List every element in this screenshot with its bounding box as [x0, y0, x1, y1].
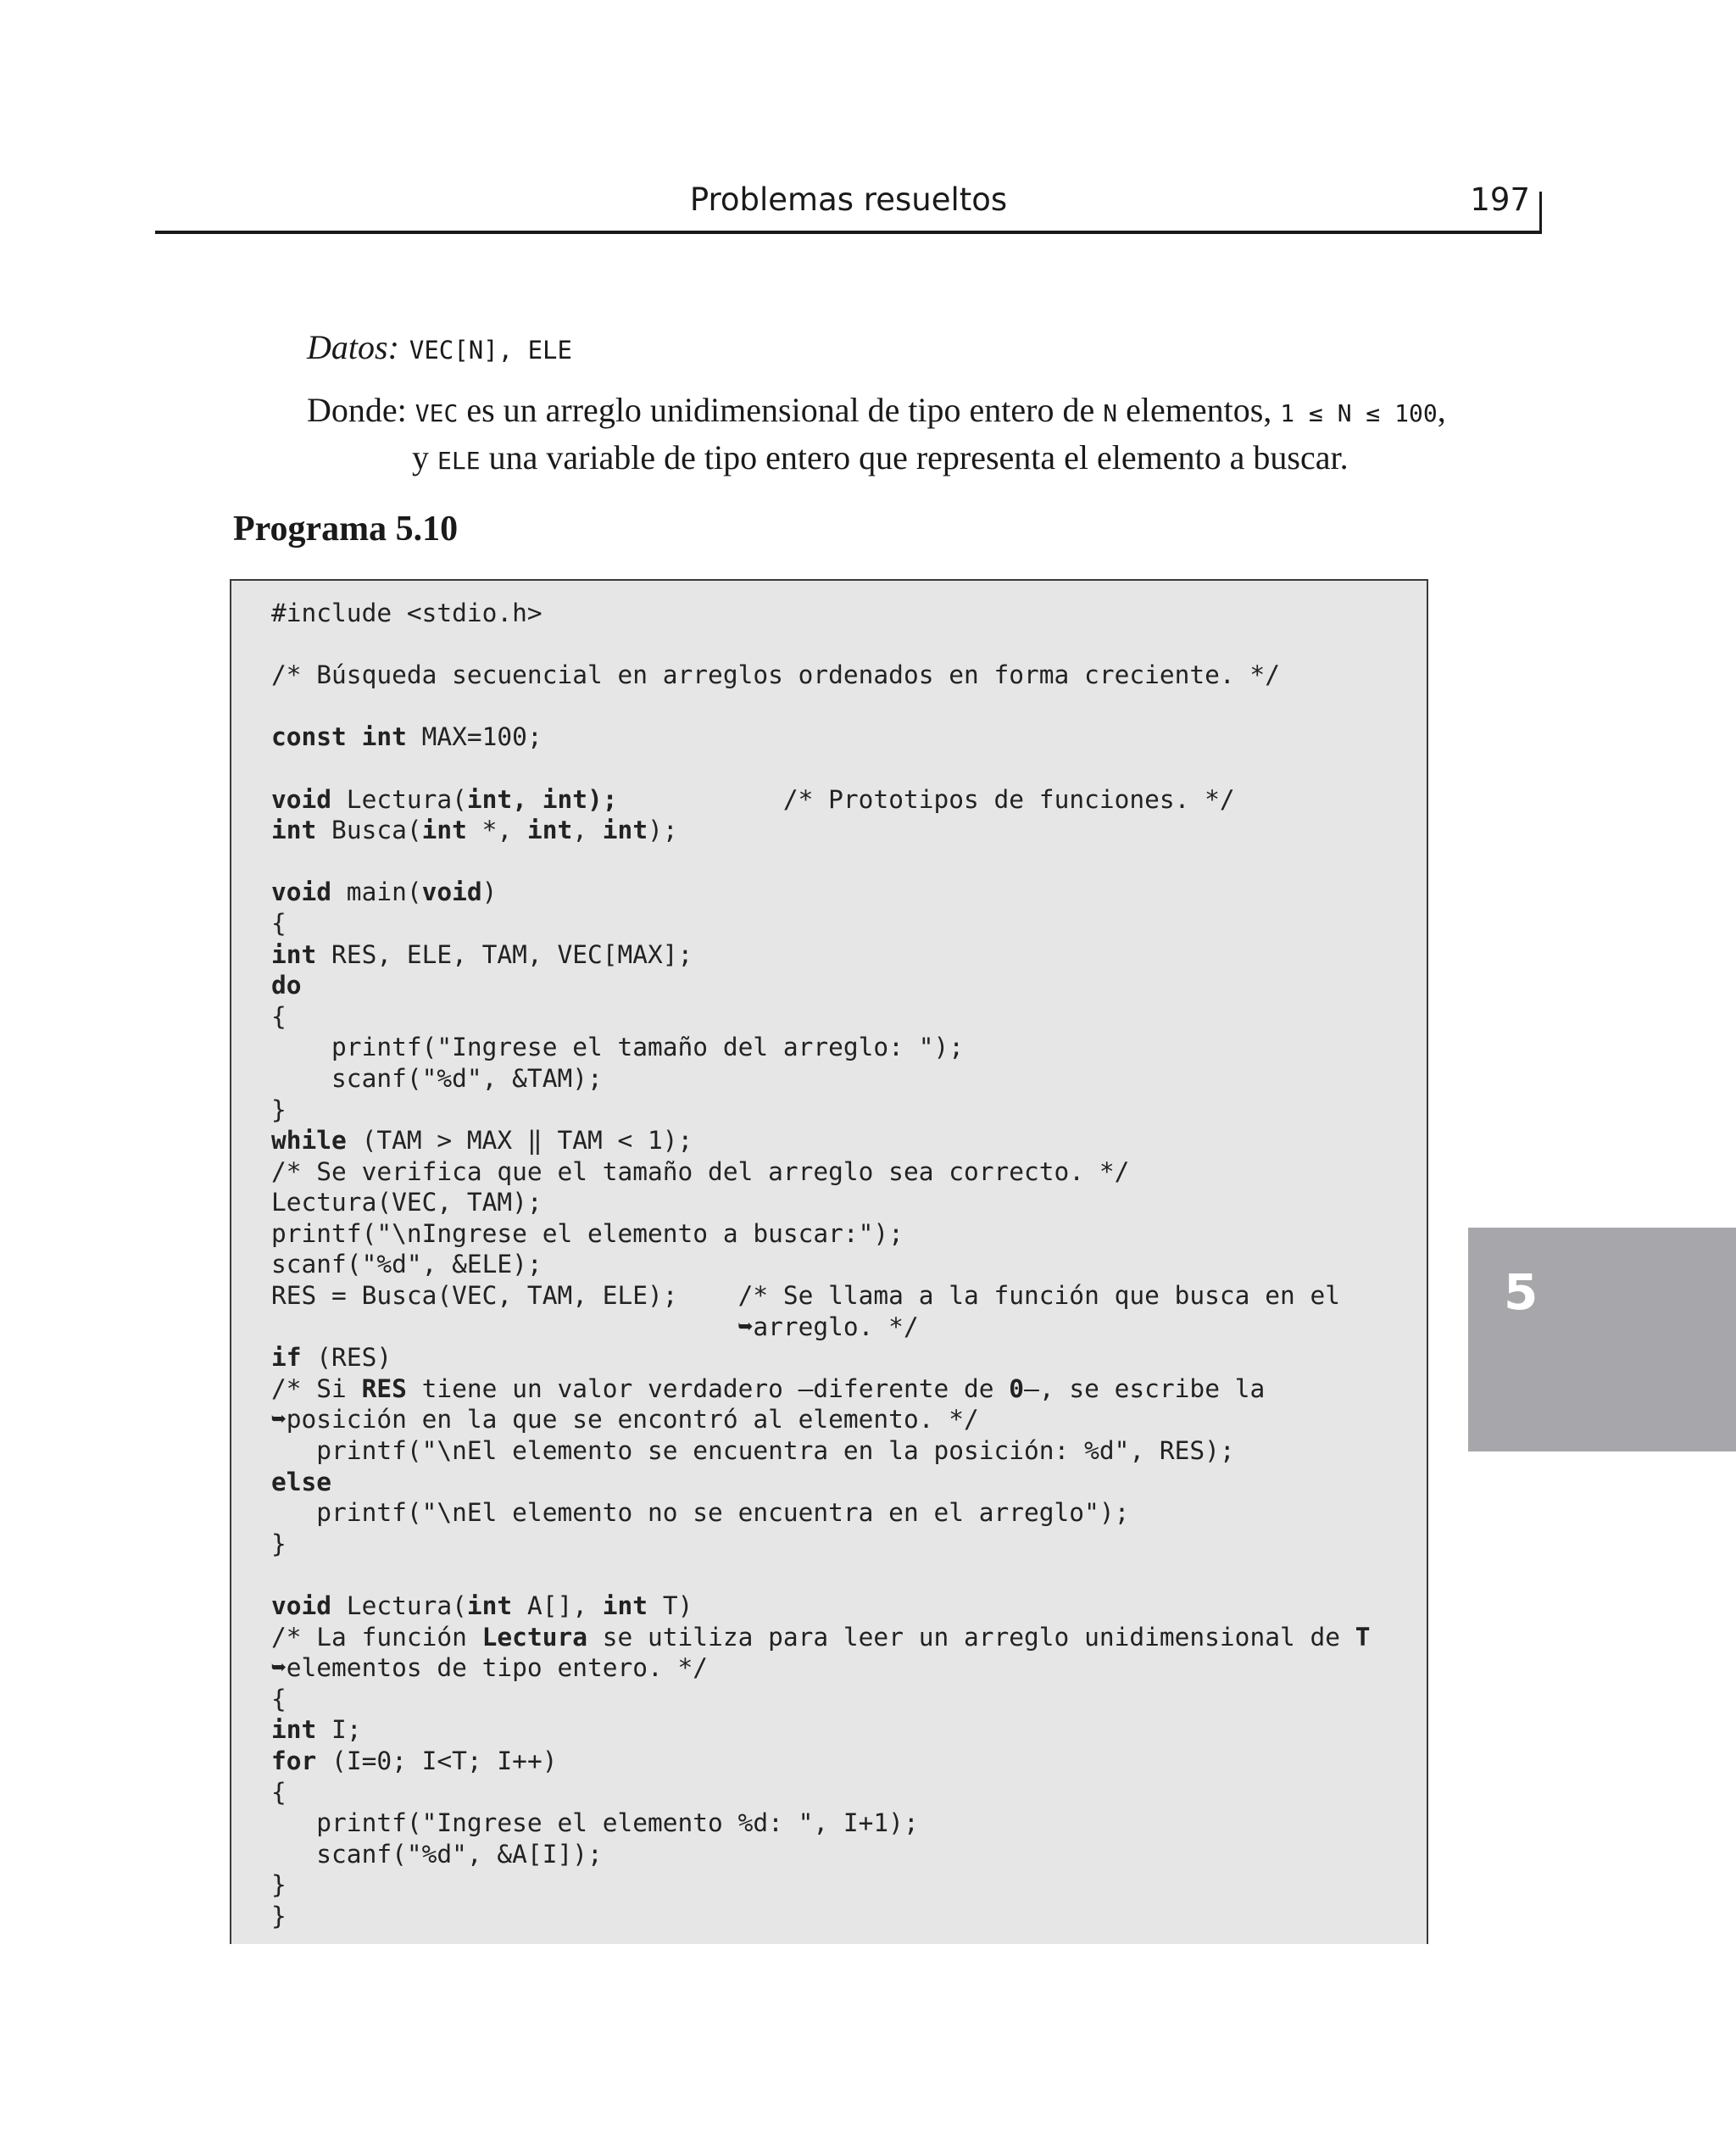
code-line [271, 1652, 1371, 1684]
code-line [271, 939, 1371, 971]
donde-text-2: elementos, [1117, 391, 1281, 429]
code-line [271, 1808, 1371, 1839]
code-text: } [271, 1529, 287, 1558]
donde-line-2 [307, 436, 1451, 483]
code-line [271, 1467, 1371, 1498]
donde-ele: ELE [437, 447, 481, 475]
code-keyword: int [271, 1715, 317, 1745]
code-listing-box [230, 579, 1428, 1944]
chapter-number: 5 [1504, 1263, 1538, 1321]
code-line [271, 753, 1371, 784]
code-keyword: int, int); [466, 784, 618, 814]
code-keyword: do [271, 971, 302, 1000]
code-line [271, 1373, 1371, 1405]
code-line [271, 1529, 1371, 1560]
datos-value: VEC[N], ELE [409, 336, 572, 365]
donde-range: 1 ≤ N ≤ 100 [1280, 399, 1438, 427]
code-line [271, 877, 1371, 908]
code-keyword: void [271, 1591, 332, 1620]
code-listing [271, 598, 1371, 1932]
datos-line [307, 327, 572, 367]
code-line [271, 1312, 1371, 1343]
donde-line-1 [307, 388, 1451, 436]
code-text: scanf("%d", &ELE); [271, 1250, 542, 1279]
code-text: } [271, 1901, 287, 1930]
code-line [271, 1032, 1371, 1063]
code-line [271, 598, 1371, 629]
code-line [271, 1249, 1371, 1280]
code-text: A[], [512, 1591, 603, 1620]
code-text: { [271, 1684, 287, 1713]
code-line [271, 1591, 1371, 1622]
code-text: ); [648, 816, 678, 845]
code-text: scanf("%d", &A[I]); [271, 1839, 603, 1869]
code-keyword: void [271, 877, 332, 907]
code-line [271, 970, 1371, 1001]
running-head [155, 170, 1542, 234]
code-line [271, 1839, 1371, 1870]
code-text: tiene un valor verdadero —diferente de [406, 1373, 1010, 1403]
code-line [271, 1901, 1371, 1932]
code-line [271, 1342, 1371, 1373]
running-title: Problemas resueltos [689, 181, 1008, 218]
code-keyword: for [271, 1746, 317, 1775]
code-text: T) [648, 1591, 693, 1620]
code-line [271, 721, 1371, 753]
code-text: scanf("%d", &TAM); [271, 1063, 603, 1093]
code-line [271, 1280, 1371, 1312]
code-keyword: else [271, 1467, 332, 1496]
datos-label: Datos: [307, 328, 399, 366]
code-text: RES = Busca(VEC, TAM, ELE); /* Se llama a la función que busca en el [271, 1281, 1340, 1311]
code-text: I; [316, 1715, 362, 1745]
donde-n: N [1103, 399, 1118, 427]
code-line [271, 1187, 1371, 1218]
code-text: /* Si [271, 1373, 362, 1403]
code-line [271, 784, 1371, 816]
code-keyword: int [602, 1591, 648, 1620]
code-line [271, 1777, 1371, 1808]
donde-paragraph [307, 388, 1451, 483]
code-text: RES, ELE, TAM, VEC[MAX]; [316, 939, 693, 969]
code-keyword: int [526, 816, 573, 845]
code-text: { [271, 1777, 287, 1807]
code-text: , [572, 816, 603, 845]
donde-label: Donde: [307, 391, 407, 429]
code-text: printf("Ingrese el tamaño del arreglo: "); [271, 1033, 964, 1062]
code-line [271, 1404, 1371, 1435]
code-keyword: int [421, 816, 467, 845]
code-text: { [271, 1001, 287, 1031]
code-text: Lectura( [331, 784, 467, 814]
code-text: { [271, 908, 287, 938]
code-keyword: T [1355, 1622, 1371, 1652]
code-line [271, 1559, 1371, 1591]
code-text: /* Prototipos de funciones. */ [617, 784, 1235, 814]
code-keyword: int [466, 1591, 513, 1620]
code-keyword: int [271, 939, 317, 969]
code-text: (I=0; I<T; I++) [316, 1746, 558, 1775]
code-keyword: 0 [1009, 1373, 1025, 1403]
code-text: printf("\nIngrese el elemento a buscar:"); [271, 1218, 904, 1248]
code-text: /* La función [271, 1622, 482, 1652]
code-line [271, 1622, 1371, 1653]
code-text: se utiliza para leer un arreglo unidimensional de [587, 1622, 1355, 1652]
code-line [271, 908, 1371, 939]
code-line [271, 1218, 1371, 1250]
code-line [271, 1684, 1371, 1715]
page-number: 197 [1470, 181, 1530, 218]
code-line [271, 1869, 1371, 1901]
code-keyword: int [602, 816, 648, 845]
code-keyword: if [271, 1343, 302, 1373]
code-text: (TAM > MAX ‖ TAM < 1); [346, 1126, 693, 1156]
code-line [271, 629, 1371, 660]
code-text: ➥arreglo. */ [271, 1312, 919, 1341]
code-line [271, 1063, 1371, 1095]
code-keyword: Lectura [481, 1622, 587, 1652]
code-text: Lectura(VEC, TAM); [271, 1188, 542, 1217]
code-text: Busca( [316, 816, 422, 845]
code-line [271, 846, 1371, 877]
program-title: Programa 5.10 [233, 510, 459, 549]
code-line [271, 1714, 1371, 1746]
code-keyword: while [271, 1126, 347, 1156]
donde-text-1: es un arreglo unidimensional de tipo entero de [458, 391, 1104, 429]
code-text: —, se escribe la [1024, 1373, 1266, 1403]
code-line [271, 1435, 1371, 1467]
code-text: } [271, 1870, 287, 1900]
chapter-tab [1468, 1228, 1736, 1451]
code-text: ➥elementos de tipo entero. */ [271, 1653, 709, 1683]
code-keyword: void [421, 877, 482, 907]
code-keyword: void [271, 784, 332, 814]
code-line [271, 1746, 1371, 1777]
code-text: printf("\nEl elemento se encuentra en la posición: %d", RES); [271, 1436, 1235, 1466]
code-line [271, 1156, 1371, 1188]
code-keyword: RES [361, 1373, 407, 1403]
code-line [271, 1125, 1371, 1156]
code-text: /* Se verifica que el tamaño del arreglo sea correcto. */ [271, 1156, 1130, 1186]
code-line [271, 660, 1371, 691]
code-text: printf("Ingrese el elemento %d: ", I+1); [271, 1808, 919, 1838]
code-text: (RES) [301, 1343, 392, 1373]
header-rule-tick [1539, 192, 1542, 234]
code-text: Lectura( [331, 1591, 467, 1620]
code-text: *, [466, 816, 527, 845]
code-line [271, 815, 1371, 846]
code-text: ) [481, 877, 498, 907]
code-line [271, 1001, 1371, 1033]
code-line [271, 1095, 1371, 1126]
donde-text-5: una variable de tipo entero que representa el elemento a buscar. [480, 438, 1349, 476]
code-text: ➥posición en la que se encontró al elemento. */ [271, 1405, 979, 1435]
code-line [271, 1497, 1371, 1529]
code-text: #include <stdio.h> [271, 599, 542, 627]
donde-text-4: y [412, 438, 437, 476]
code-text: main( [331, 877, 422, 907]
code-text: printf("\nEl elemento no se encuentra en el arreglo"); [271, 1498, 1130, 1528]
code-keyword: int [271, 816, 317, 845]
code-text: /* Búsqueda secuencial en arreglos ordenados en forma creciente. */ [271, 660, 1280, 690]
code-line [271, 691, 1371, 722]
donde-text-3: , [1437, 391, 1446, 429]
donde-vec: VEC [415, 399, 459, 427]
code-text: MAX=100; [406, 722, 542, 752]
code-keyword: const int [271, 722, 407, 752]
code-text: } [271, 1095, 287, 1124]
